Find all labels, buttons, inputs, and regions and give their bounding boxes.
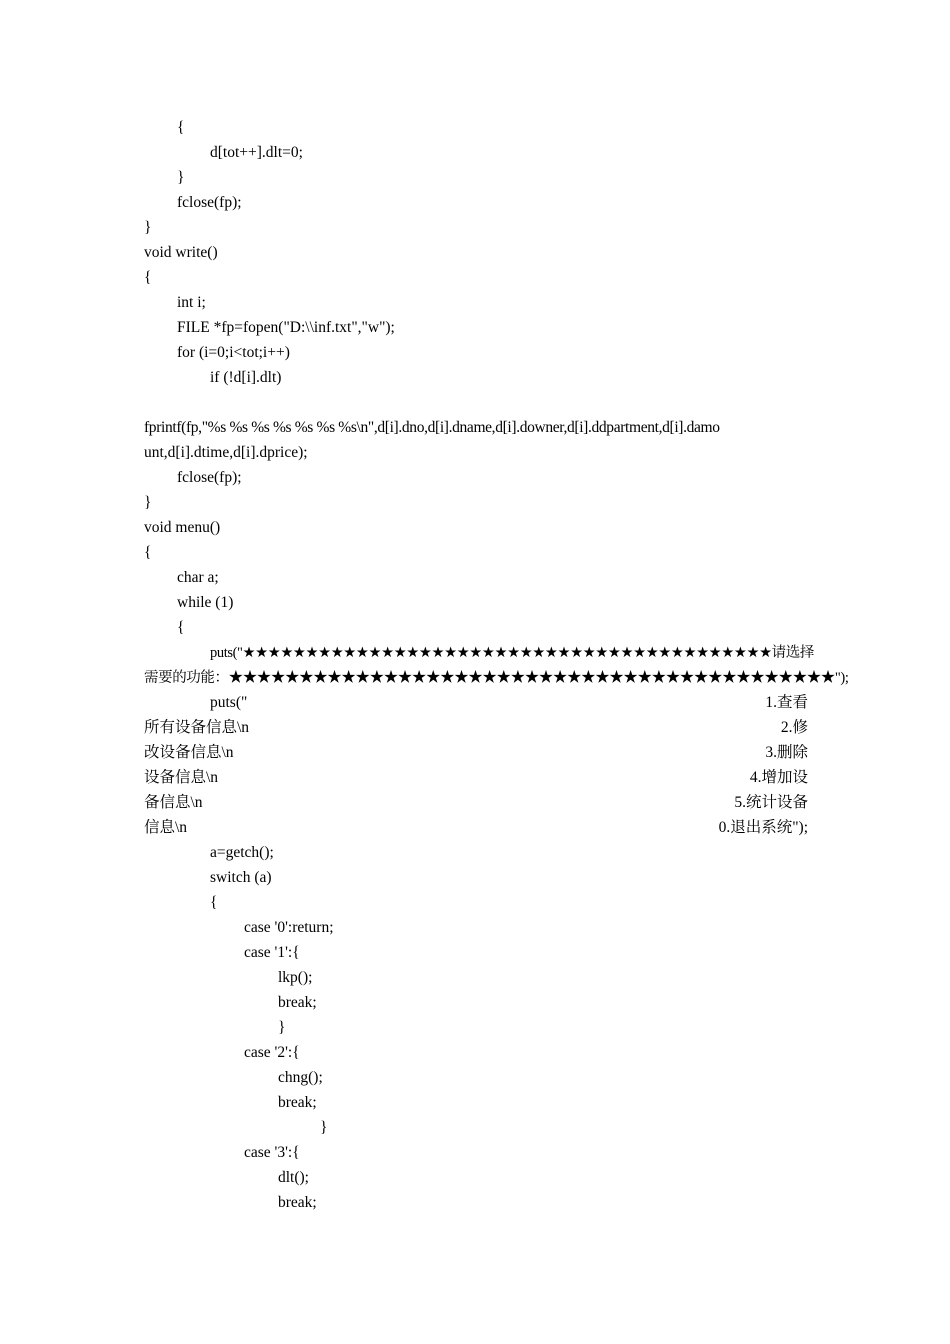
code-line [144, 816, 808, 840]
code-line: char a; [177, 569, 219, 586]
code-line [210, 691, 808, 715]
code-line: 需要的功能：★★★★★★★★★★★★★★★★★★★★★★★★★★★★★★★★★★★★★★★★★★★"); [144, 670, 849, 686]
code-line: FILE *fp=fopen("D:\\inf.txt","w"); [177, 319, 395, 336]
code-line: case '1':{ [244, 944, 300, 961]
code-line: { [144, 544, 152, 561]
code-line: break; [278, 1194, 317, 1211]
code-line: fclose(fp); [177, 194, 242, 211]
code-segment: 改设备信息\n [144, 744, 234, 761]
code-line: case '3':{ [244, 1144, 300, 1161]
code-line: void menu() [144, 519, 221, 536]
code-line: case '0':return; [244, 919, 334, 936]
code-line: fprintf(fp,"%s %s %s %s %s %s %s\n",d[i].dno,d[i].dname,d[i].downer,d[i].ddpartment,d[i].damo [144, 419, 720, 436]
code-line: fclose(fp); [177, 469, 242, 486]
code-segment: 所有设备信息\n [144, 719, 250, 736]
code-line: lkp(); [278, 969, 313, 986]
code-line: while (1) [177, 594, 234, 611]
code-line: d[tot++].dlt=0; [210, 144, 303, 161]
code-segment: 2.修 [780, 719, 808, 736]
code-line: puts("★★★★★★★★★★★★★★★★★★★★★★★★★★★★★★★★★★★★★★★★★★请选择 [210, 645, 814, 661]
code-segment: 4.增加设 [749, 769, 808, 786]
code-line: { [144, 269, 152, 286]
code-segment: 0.退出系统"); [718, 819, 808, 836]
code-line: { [177, 119, 185, 136]
code-line: if (!d[i].dlt) [210, 369, 282, 386]
code-line: } [320, 1119, 328, 1136]
code-line: break; [278, 1094, 317, 1111]
code-line: a=getch(); [210, 844, 274, 861]
code-line: void write() [144, 244, 218, 261]
code-line [144, 716, 808, 740]
code-line: } [177, 169, 185, 186]
code-line [144, 791, 808, 815]
code-line: unt,d[i].dtime,d[i].dprice); [144, 444, 308, 461]
code-segment: 5.统计设备 [734, 794, 808, 811]
code-segment: 1.查看 [765, 694, 808, 711]
code-line: switch (a) [210, 869, 272, 886]
code-line: for (i=0;i<tot;i++) [177, 344, 290, 361]
code-segment: 信息\n [144, 819, 188, 836]
code-segment: 3.删除 [765, 744, 808, 761]
code-line [144, 766, 808, 790]
code-line: dlt(); [278, 1169, 309, 1186]
code-line: { [210, 894, 218, 911]
code-line: int i; [177, 294, 206, 311]
code-line: } [278, 1019, 286, 1036]
code-line: { [177, 619, 185, 636]
code-segment: puts(" [210, 694, 248, 711]
code-line: break; [278, 994, 317, 1011]
code-line [144, 741, 808, 765]
code-line: } [144, 494, 152, 511]
code-line: chng(); [278, 1069, 323, 1086]
code-line: case '2':{ [244, 1044, 300, 1061]
code-segment: 设备信息\n [144, 769, 219, 786]
code-line: } [144, 219, 152, 236]
code-segment: 备信息\n [144, 794, 203, 811]
